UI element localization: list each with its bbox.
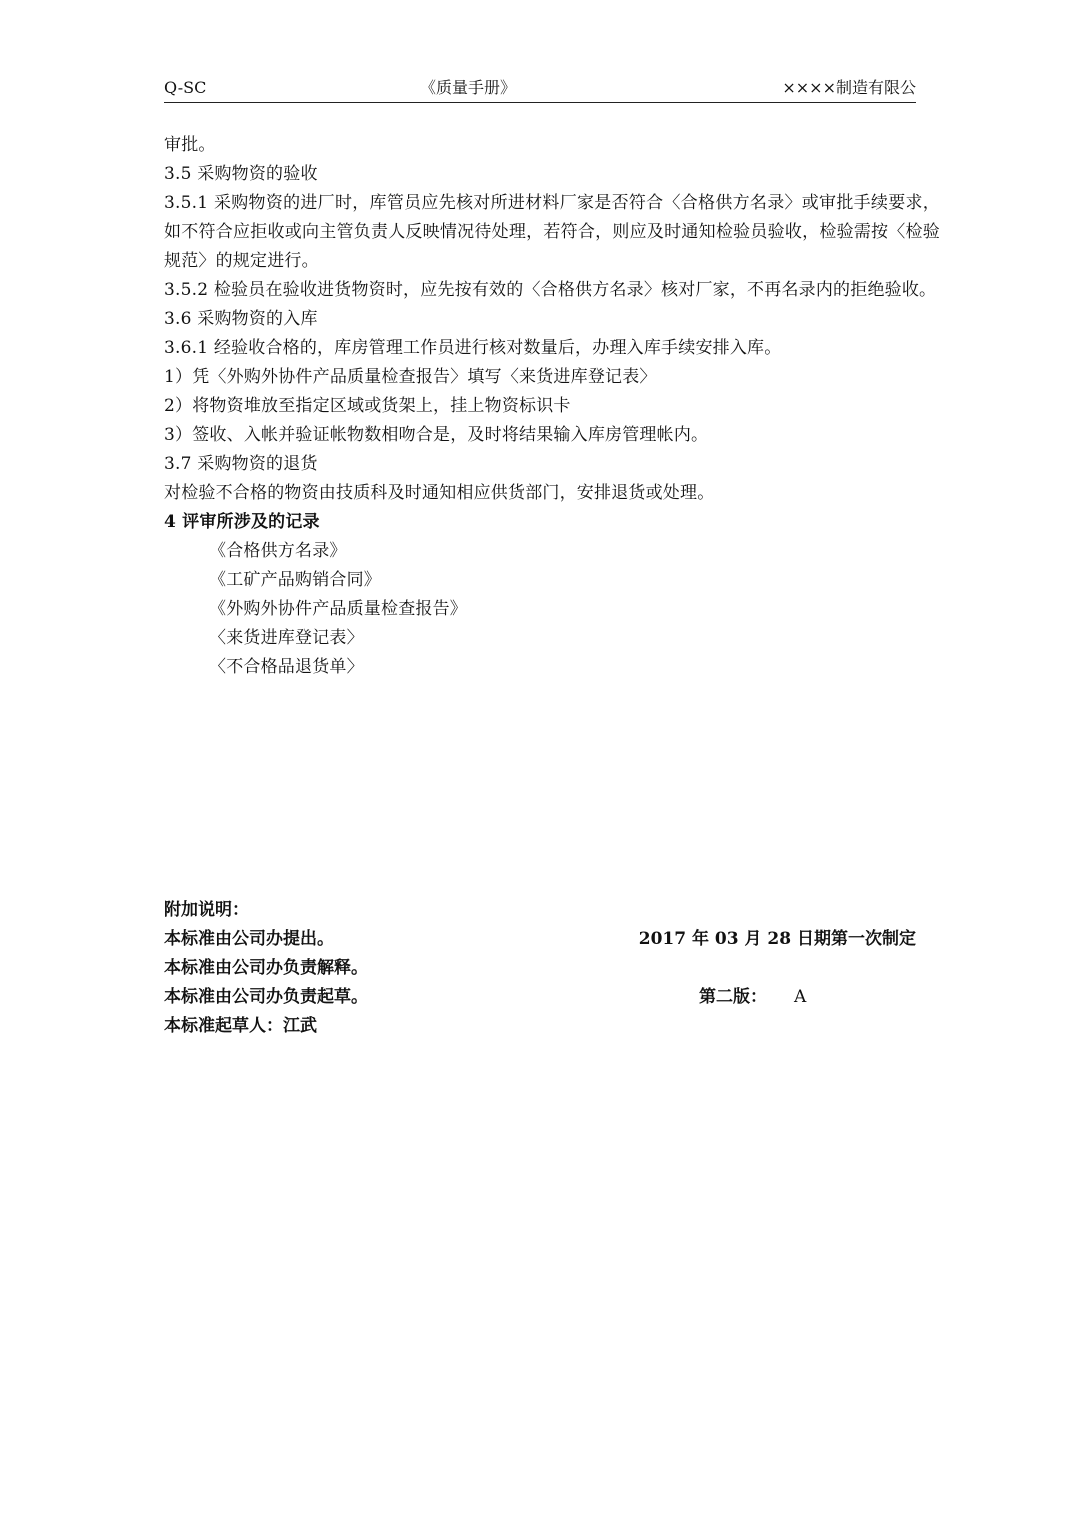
page-header <box>164 78 916 103</box>
notes-author: 本标准起草人：江武 <box>164 1016 317 1036</box>
header-doc-code: Q-SC <box>164 78 207 97</box>
list-item: 1）凭〈外购外协件产品质量检查报告〉填写〈来货进库登记表〉 <box>164 367 657 387</box>
list-item: 3）签收、入帐并验证帐物数相吻合是，及时将结果输入库房管理帐内。 <box>164 425 709 445</box>
header-manual-title: 《质量手册》 <box>420 78 517 97</box>
first-issue-date: 2017 年 03 月 28 日期第一次制定 <box>638 929 916 949</box>
record-item: 《合格供方名录》 <box>209 541 347 561</box>
section-heading-4: 4 评审所涉及的记录 <box>164 512 320 532</box>
section-heading-3-6: 3.6 采购物资的入库 <box>164 309 318 329</box>
section-heading-3-7: 3.7 采购物资的退货 <box>164 454 318 474</box>
edition-value: A <box>794 987 807 1007</box>
paragraph-3-5-2: 3.5.2 检验员在验收进货物资时，应先按有效的〈合格供方名录〉核对厂家，不再名录内的拒绝验收。 <box>164 280 937 300</box>
record-item: 〈来货进库登记表〉 <box>209 628 364 648</box>
section-heading-3-5: 3.5 采购物资的验收 <box>164 164 318 184</box>
notes-proposer: 本标准由公司办提出。 <box>164 929 334 949</box>
body-line: 审批。 <box>164 135 216 155</box>
edition-label: 第二版： <box>699 987 767 1007</box>
additional-notes <box>164 896 924 1041</box>
notes-drafter: 本标准由公司办负责起草。 <box>164 987 368 1007</box>
record-item: 《工矿产品购销合同》 <box>209 570 381 590</box>
notes-line-3 <box>164 983 924 1012</box>
list-item: 2）将物资堆放至指定区域或货架上，挂上物资标识卡 <box>164 396 571 416</box>
paragraph-3-7: 对检验不合格的物资由技质科及时通知相应供货部门，安排退货或处理。 <box>164 483 715 503</box>
document-body <box>164 131 940 682</box>
paragraph-3-5-1: 3.5.1 采购物资的进厂时，库管员应先核对所进材料厂家是否符合〈合格供方名录〉或审批手续要求，如不符合应拒收或向主管负责人反映情况待处理，若符合，则应及时通知检验员验收，检验需按〈检验规范〉的规定进行。 <box>164 193 940 271</box>
notes-line-1 <box>164 925 924 954</box>
notes-interpreter: 本标准由公司办负责解释。 <box>164 958 368 978</box>
record-item: 《外购外协件产品质量检查报告》 <box>209 599 467 619</box>
paragraph-3-6-1: 3.6.1 经验收合格的，库房管理工作员进行核对数量后，办理入库手续安排入库。 <box>164 338 782 358</box>
header-company-name: ××××制造有限公 <box>782 78 916 97</box>
record-item: 〈不合格品退货单〉 <box>209 657 364 677</box>
notes-title: 附加说明： <box>164 900 249 920</box>
